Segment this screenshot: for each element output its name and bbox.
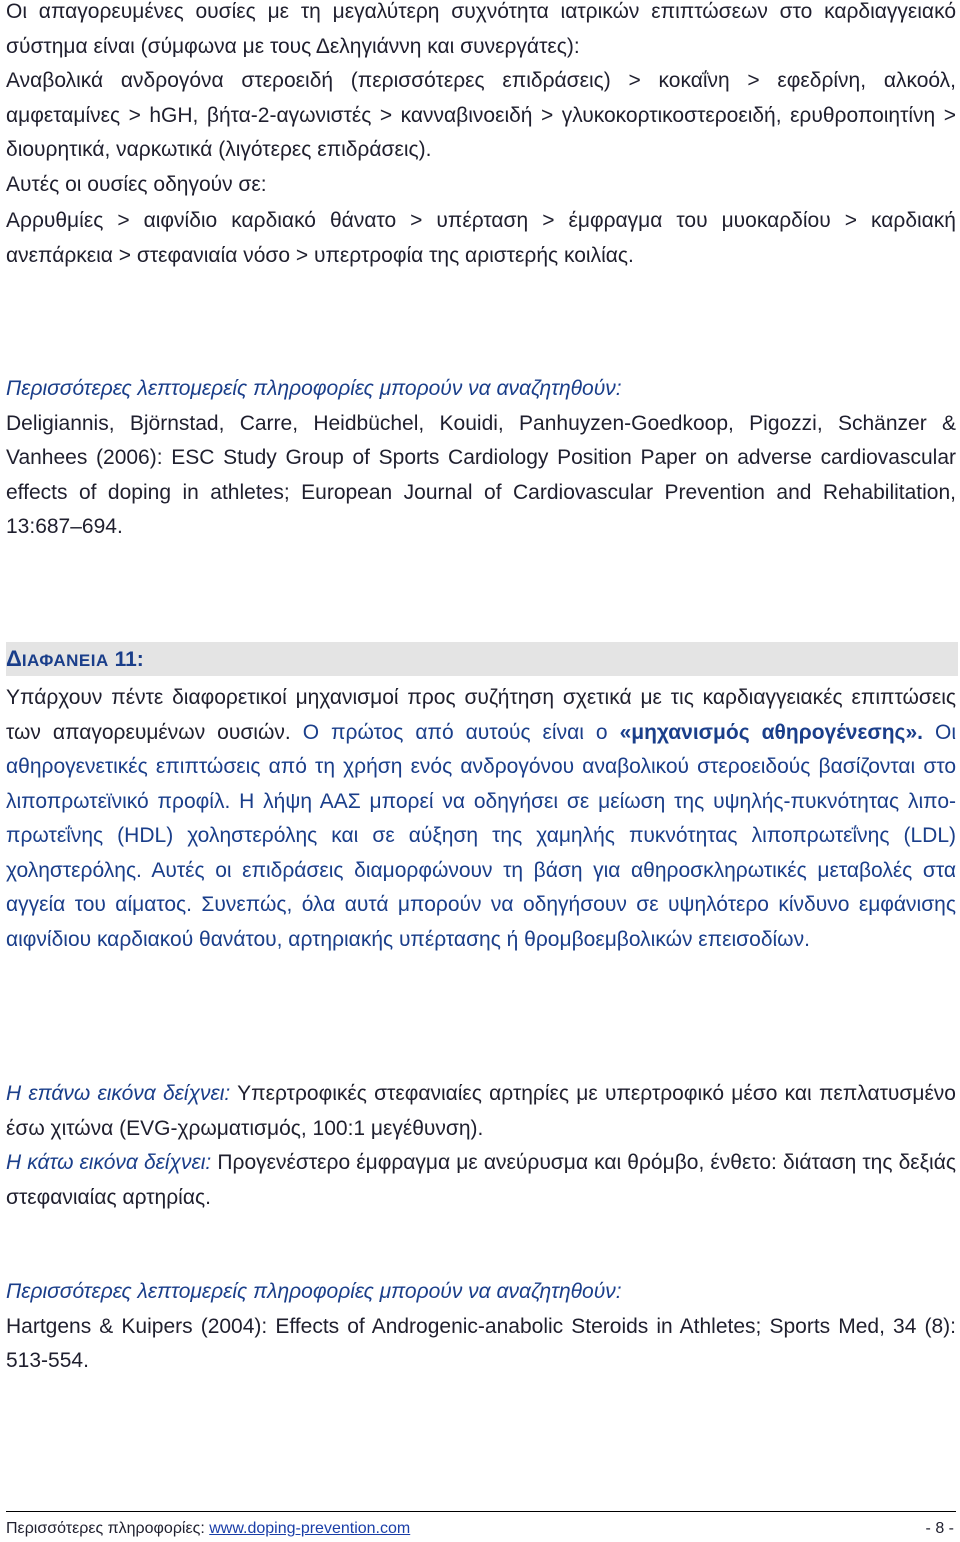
bottom-image-label: Η κάτω εικόνα δείχνει: [6,1151,212,1174]
leads-to-text: Αυτές οι ουσίες οδηγούν σε: [6,172,267,196]
page-footer [6,1516,956,1542]
footer-link[interactable]: www.doping-prevention.com [209,1520,411,1537]
slide-heading [6,642,958,676]
intro-paragraph: Οι απαγορευμένες ουσίες με τη μεγαλύτερη συχνότητα ιατρικών επιπτώσεων στο καρδιαγγειακό σύστημα είναι (σύμφωνα με τους Δεληγιάννη και συνεργάτες): [6,0,956,58]
intro-sentence: Υπάρχουν πέντε διαφορετικοί μηχανισμοί προς συζήτηση σχετικά με τις καρδιαγγειακές επιπτώσεις των απαγορευμένων ουσιών. [6,686,956,744]
effects-ranking: Αρρυθμίες > αιφνίδιο καρδιακό θάνατο > υπέρταση > έμφραγμα του μυοκαρδίου > καρδιακή ανεπάρκεια > στεφανιαία νόσο > υπερτροφία της αριστερής κοιλίας. [6,209,956,267]
image-captions [6,1077,956,1215]
reference-text: Hartgens & Kuipers (2004): Effects of Androgenic-anabolic Steroids in Athletes; Sports Med, 34 (8): 513-554. [6,1314,956,1372]
reference-text: Deligiannis, Björnstad, Carre, Heidbüchel, Kouidi, Panhuyzen-Goedkoop, Pigozzi, Schänzer & Vanhees (2006): ESC Study Group of Sports Cardiology Position Paper on adverse cardiovascular effects of doping in athletes; European Journal of Cardiovascular Prevention and Rehabilitation, 13:687–694. [6,411,956,538]
aas-lipoprotein-sentence: Η λήψη ΑΑΣ μπορεί να οδηγήσει σε μείωση της υψηλής-πυκνότητας λιποπρωτεΐνης (HDL) χοληστερόλης και σε αύξηση της χαμηλής πυκνότητας λιποπρωτεΐνης (LDL) χοληστερόλης. [6,789,956,882]
reference-label: Περισσότερες λεπτομερείς πληροφορίες μπορούν να αναζητηθούν: [6,377,622,400]
footer-label: Περισσότερες πληροφορίες: [6,1520,205,1537]
heading-word: ΙΑΦΑΝΕΙΑ [21,651,109,670]
substance-ranking: Αναβολικά ανδρογόνα στεροειδή (περισσότερες επιδράσεις) > κοκαΐνη > εφεδρίνη, αλκοόλ, αμφεταμίνες > hGH, βήτα-2-αγωνιστές > κανναβινοειδή > γλυκοκορτικοστεροειδή, ερυθροποιητίνη > διουρητικά, ναρκωτικά (λιγότερες επιδράσεις). [6,69,956,161]
bottom-image-text: Προγενέστερο έμφραγμα με ανεύρυσμα και θρόμβο, ένθετο: διάταση της δεξιάς στεφανιαίας αρτηρίας. [6,1151,956,1209]
consequences-sentence: Συνεπώς, όλα αυτά μπορούν να οδηγήσουν σε υψηλότερο κίνδυνο εμφάνισης αιφνίδιου καρδιακού θανάτου, αρτηριακής υπέρτασης ή θρομβοεμβολικών επεισοδίων. [6,893,956,951]
reference-section-2 [6,1275,956,1379]
top-image-text: Υπερτροφικές στεφανιαίες αρτηρίες με υπερτροφικό μέσο και πεπλατυσμένο έσω χιτώνα (EVG-χρωματισμός, 100:1 μεγέθυνση). [6,1082,956,1140]
atherogenesis-mechanism: «μηχανισμός αθηρογένεσης». [619,720,923,744]
page-number: - 8 - [925,1520,954,1537]
atherosclerotic-changes-sentence: Αυτές οι επιδράσεις διαμορφώνουν τη βάση για αθηροσκληρωτικές μεταβολές στα αγγεία του αίματος. [6,858,956,916]
atherogenic-effects-sentence: Οι αθηρογενετικές επιπτώσεις από τη χρήση ενός ανδρογόνου αναβολικού στεροειδούς βασίζονται στο λιποπρωτεϊνικό προφίλ. [6,720,956,813]
reference-section-1 [6,372,956,545]
bottom-image-caption [6,1146,956,1215]
slide-paragraph [6,681,956,957]
slide-body [6,681,956,957]
top-image-caption [6,1077,956,1146]
intro-section [6,0,956,273]
heading-number: 11: [114,648,144,671]
footer-divider [6,1511,956,1512]
heading-initial: Δ [6,646,22,671]
top-image-label: Η επάνω εικόνα δείχνει: [6,1082,231,1105]
first-mechanism-sentence: Ο πρώτος από αυτούς είναι ο [302,720,608,744]
reference-label: Περισσότερες λεπτομερείς πληροφορίες μπορούν να αναζητηθούν: [6,1280,622,1303]
